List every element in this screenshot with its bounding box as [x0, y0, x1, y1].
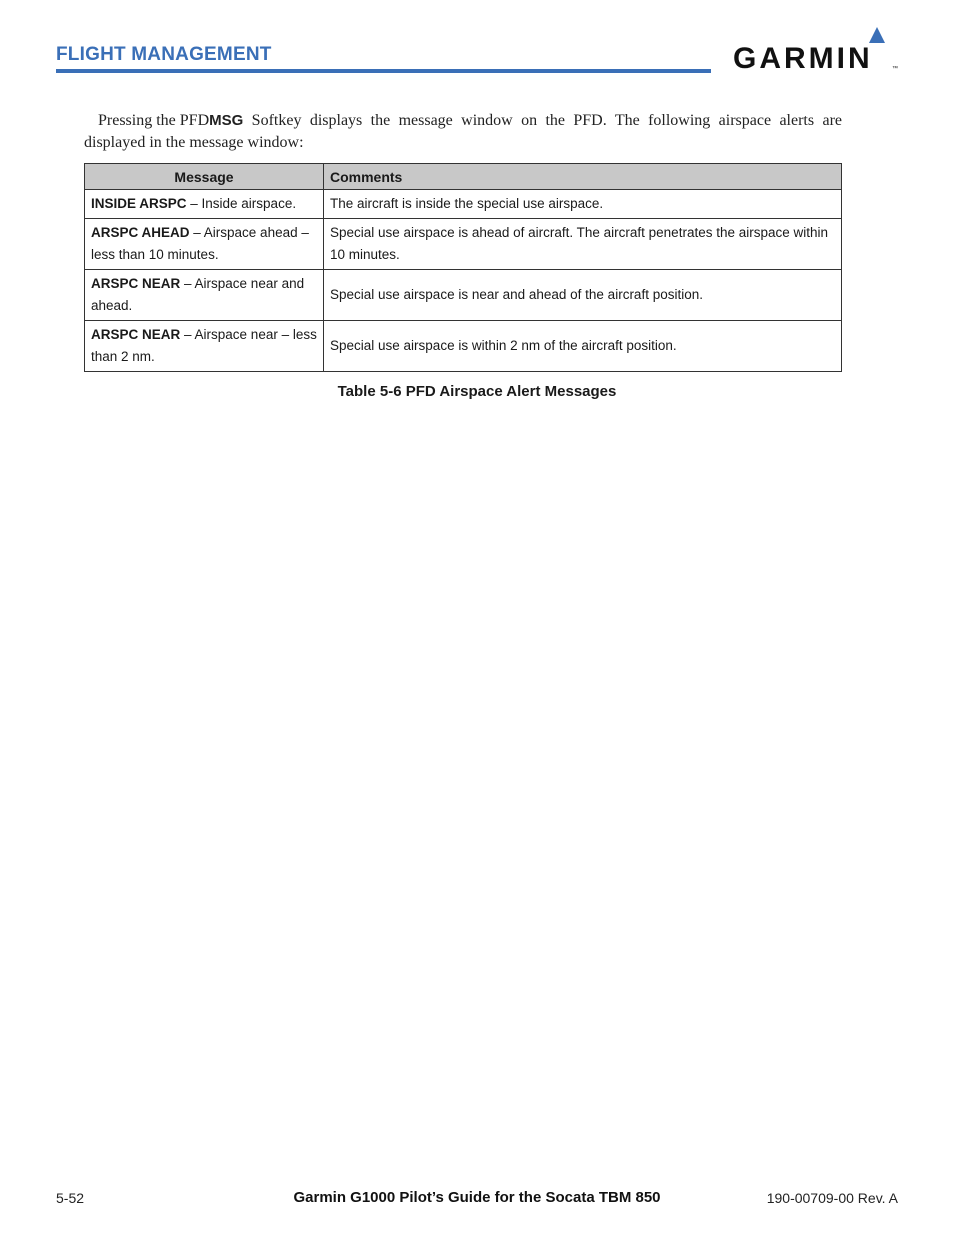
section-title: FLIGHT MANAGEMENT	[56, 44, 272, 65]
column-header-comments: Comments	[324, 164, 842, 190]
comment-cell: Special use airspace is near and ahead of the aircraft position.	[324, 270, 842, 321]
message-code: ARSPC NEAR	[91, 327, 181, 342]
message-cell	[85, 219, 324, 270]
table-caption: Table 5-6 PFD Airspace Alert Messages	[337, 383, 617, 400]
message-code: ARSPC NEAR	[91, 276, 181, 291]
intro-paragraph	[84, 110, 842, 154]
message-cell	[85, 270, 324, 321]
header-rule	[56, 69, 711, 73]
garmin-logo	[733, 26, 898, 76]
page-number: 5-52	[56, 1190, 85, 1206]
book-title: Garmin G1000 Pilot’s Guide for the Socata TBM 850	[293, 1189, 661, 1206]
message-desc: – Airspace ahead – less than 10 minutes.	[91, 225, 309, 262]
message-desc: – Airspace near and ahead.	[91, 276, 305, 313]
table-row	[85, 270, 842, 321]
intro-text-2: Softkey displays the message window on the PFD. The following airspace alerts are displayed in the message window:	[84, 112, 842, 151]
message-code: INSIDE ARSPC	[91, 196, 187, 211]
table-row	[85, 321, 842, 372]
column-header-message: Message	[85, 164, 324, 190]
logo-wordmark: GARMIN	[733, 42, 873, 75]
document-number: 190-00709-00 Rev. A	[766, 1190, 898, 1206]
message-desc: – Airspace near – less than 2 nm.	[91, 327, 317, 364]
table-row	[85, 190, 842, 219]
table-row	[85, 219, 842, 270]
airspace-alert-table	[84, 163, 842, 372]
comment-cell: Special use airspace is within 2 nm of the aircraft position.	[324, 321, 842, 372]
message-code: ARSPC AHEAD	[91, 225, 190, 240]
message-cell	[85, 190, 324, 219]
table-header-row	[85, 164, 842, 190]
message-desc: – Inside airspace.	[186, 196, 297, 211]
message-cell	[85, 321, 324, 372]
comment-cell: Special use airspace is ahead of aircraft. The aircraft penetrates the airspace within 10 minutes.	[324, 219, 842, 270]
logo-trademark: ™	[892, 66, 898, 72]
msg-softkey-label: MSG	[209, 112, 244, 129]
intro-text-1: Pressing the PFD	[98, 112, 210, 129]
comment-cell: The aircraft is inside the special use airspace.	[324, 190, 842, 219]
